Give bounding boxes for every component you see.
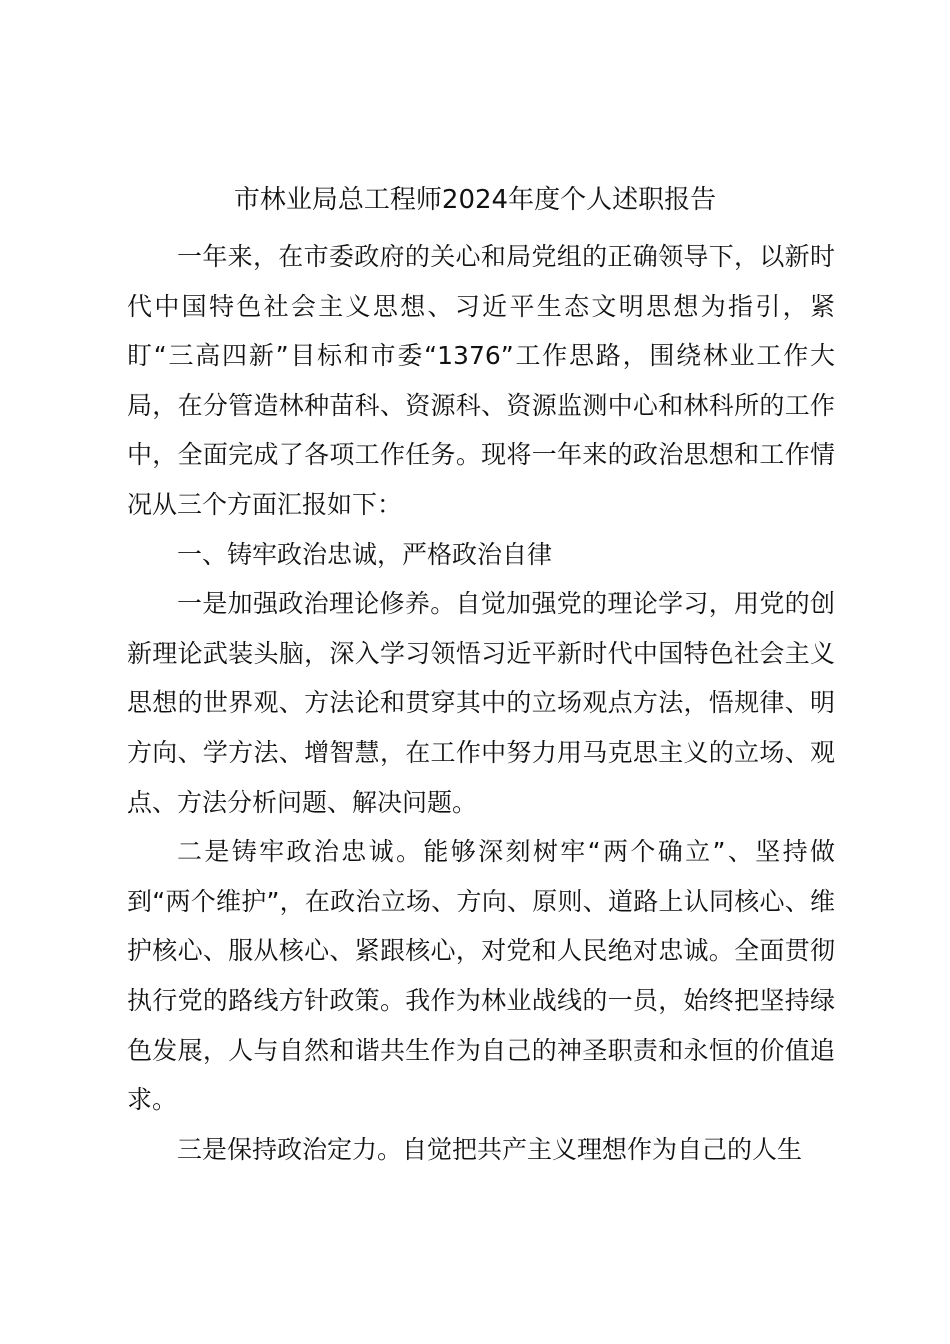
section1-paragraph-2: 二是铸牢政治忠诚。能够深刻树牢“两个确立”、坚持做到“两个维护”，在政治立场、方向、原则、道路上认同核心、维护核心、服从核心、紧跟核心，对党和人民绝对忠诚。全面贯彻执行党的路线方针政策。我作为林业战线的一员，始终把坚持绿色发展，人与自然和谐共生作为自己的神圣职责和永恒的价值追求。 [127, 837, 835, 1115]
document-title: 市林业局总工程师2024年度个人述职报告 [233, 185, 717, 215]
document-body [127, 232, 835, 1174]
intro-paragraph: 一年来，在市委政府的关心和局党组的正确领导下，以新时代中国特色社会主义思想、习近平生态文明思想为指引，紧盯“三高四新”目标和市委“1376”工作思路，围绕林业工作大局，在分管造林种苗科、资源科、资源监测中心和林科所的工作中，全面完成了各项工作任务。现将一年来的政治思想和工作情况从三个方面汇报如下： [127, 242, 835, 519]
section-heading-1: 一、铸牢政治忠诚，严格政治自律 [177, 539, 553, 569]
section1-paragraph-1: 一是加强政治理论修养。自觉加强党的理论学习，用党的创新理论武装头脑，深入学习领悟习近平新时代中国特色社会主义思想的世界观、方法论和贯穿其中的立场观点方法，悟规律、明方向、学方法、增智慧，在工作中努力用马克思主义的立场、观点、方法分析问题、解决问题。 [127, 589, 835, 817]
section1-paragraph-3: 三是保持政治定力。自觉把共产主义理想作为自己的人生 [177, 1134, 803, 1164]
